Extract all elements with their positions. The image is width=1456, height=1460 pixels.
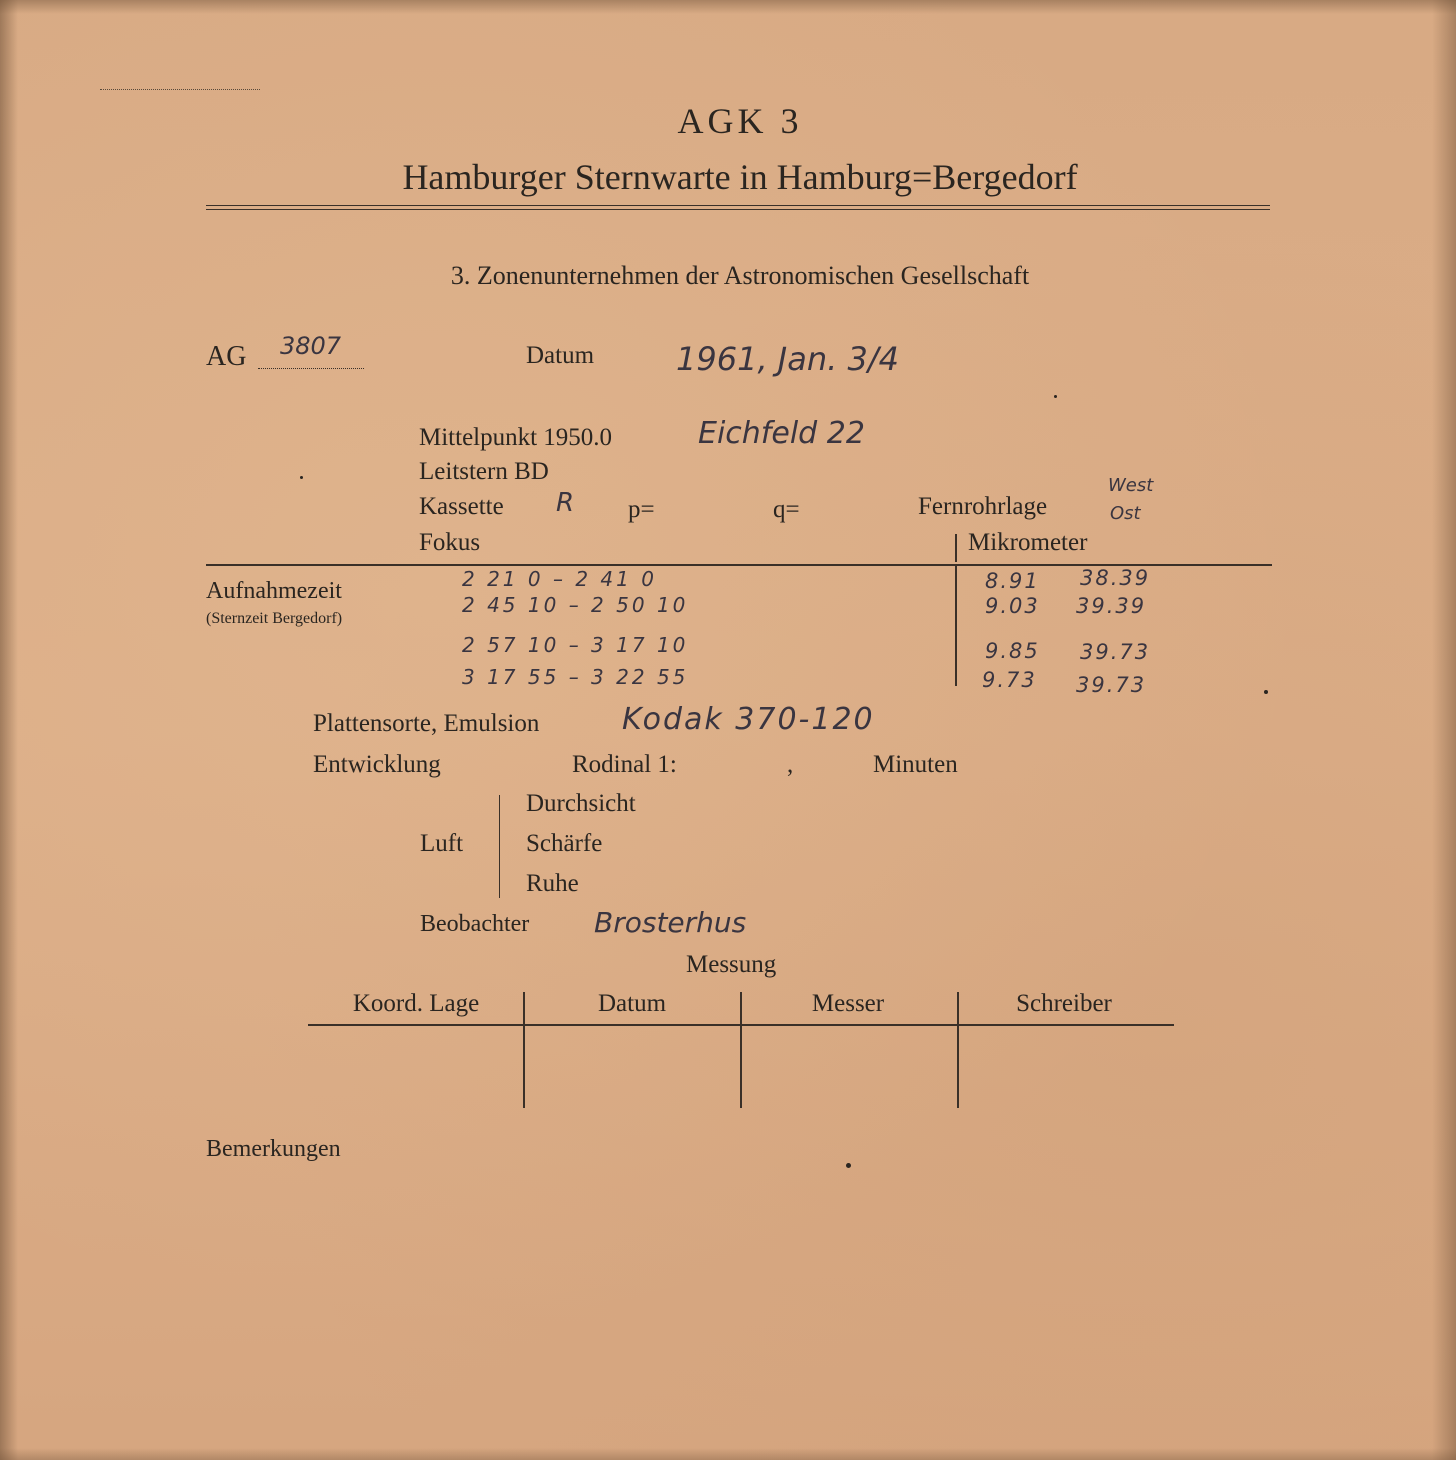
paper-edge-bottom (0, 1448, 1456, 1460)
kassette-label: Kassette (419, 493, 504, 520)
top-dotted-line (100, 89, 260, 90)
ag-dotted-line (258, 368, 364, 369)
micrometer-2-row-2: 39.39 (1076, 594, 1147, 618)
datum-label: Datum (526, 342, 595, 369)
ink-speck (1264, 690, 1268, 694)
micrometer-1-row-2: 9.03 (985, 594, 1040, 618)
entwicklung-label: Entwicklung (313, 751, 441, 778)
ag-label: AG (206, 341, 247, 372)
fernrohrlage-ost: Ost (1110, 503, 1141, 524)
aufnahmezeit-label: Aufnahmezeit (206, 578, 342, 604)
micrometer-1-row-4: 9.73 (982, 668, 1037, 692)
aufnahmezeit-sublabel: (Sternzeit Bergedorf) (206, 610, 343, 627)
mittelpunkt-value: Eichfeld 22 (698, 416, 865, 451)
header-rule-bottom (206, 209, 1270, 210)
datum-value: 1961, Jan. 3/4 (676, 340, 899, 378)
rodinal-label: Rodinal 1: (572, 751, 677, 778)
luft-durchsicht: Durchsicht (526, 790, 636, 817)
paper-edge-left (0, 0, 18, 1460)
mikrometer-label: Mikrometer (968, 529, 1088, 556)
exposure-time-4: 3 17 55 – 3 22 55 (462, 665, 689, 689)
mittelpunkt-label: Mittelpunkt 1950.0 (419, 424, 613, 451)
ink-speck (1054, 395, 1057, 398)
messung-divider-1 (523, 992, 525, 1108)
micrometer-1-row-3: 9.85 (985, 639, 1040, 663)
paper-edge-right (1432, 0, 1456, 1460)
fokus-label: Fokus (419, 529, 481, 556)
bemerkungen-label: Bemerkungen (206, 1136, 341, 1162)
beobachter-value: Brosterhus (594, 906, 747, 939)
col-datum: Datum (597, 990, 667, 1017)
messung-divider-3 (957, 992, 959, 1108)
micrometer-2-row-1: 38.39 (1080, 566, 1151, 590)
leitstern-label: Leitstern BD (419, 458, 549, 485)
header-rule-top (206, 205, 1270, 206)
q-label: q= (773, 496, 800, 523)
exposure-time-2: 2 45 10 – 2 50 10 (462, 593, 689, 617)
plattensorte-label: Plattensorte, Emulsion (313, 710, 540, 737)
paper-edge-top (0, 0, 1456, 14)
minuten-label: Minuten (873, 751, 958, 778)
micrometer-2-row-4: 39.73 (1076, 673, 1147, 697)
exposure-time-1: 2 21 0 – 2 41 0 (462, 567, 657, 591)
catalog-title: AGK 3 (677, 101, 803, 141)
luft-ruhe: Ruhe (526, 870, 579, 897)
micrometer-1-row-1: 8.91 (985, 569, 1040, 593)
col-messer: Messer (811, 990, 885, 1017)
messung-title: Messung (686, 951, 777, 978)
fernrohrlage-label: Fernrohrlage (918, 493, 1048, 520)
luft-label: Luft (420, 830, 464, 857)
ink-speck (846, 1163, 851, 1168)
institution-name: Hamburger Sternwarte in Hamburg=Bergedorf (402, 157, 1078, 197)
col-schreiber: Schreiber (1016, 990, 1112, 1017)
mikrometer-divider-top (955, 534, 957, 562)
program-title: 3. Zonenunternehmen der Astronomischen Gesellschaft (450, 261, 1030, 290)
beobachter-label: Beobachter (420, 911, 530, 937)
exposure-time-3: 2 57 10 – 3 17 10 (462, 633, 689, 657)
luft-schaerfe: Schärfe (526, 830, 603, 857)
luft-bracket (499, 795, 500, 898)
plattensorte-value: Kodak 370-120 (622, 702, 875, 737)
mikrometer-divider (955, 566, 957, 686)
micrometer-2-row-3: 39.73 (1080, 640, 1151, 664)
rodinal-comma: , (787, 751, 794, 778)
p-label: p= (628, 496, 655, 523)
kassette-value: R (556, 488, 575, 518)
messung-divider-2 (740, 992, 742, 1108)
ink-speck (300, 476, 303, 479)
col-koord-lage: Koord. Lage (352, 990, 480, 1017)
ag-number: 3807 (280, 332, 342, 360)
fernrohrlage-west: West (1108, 475, 1154, 496)
